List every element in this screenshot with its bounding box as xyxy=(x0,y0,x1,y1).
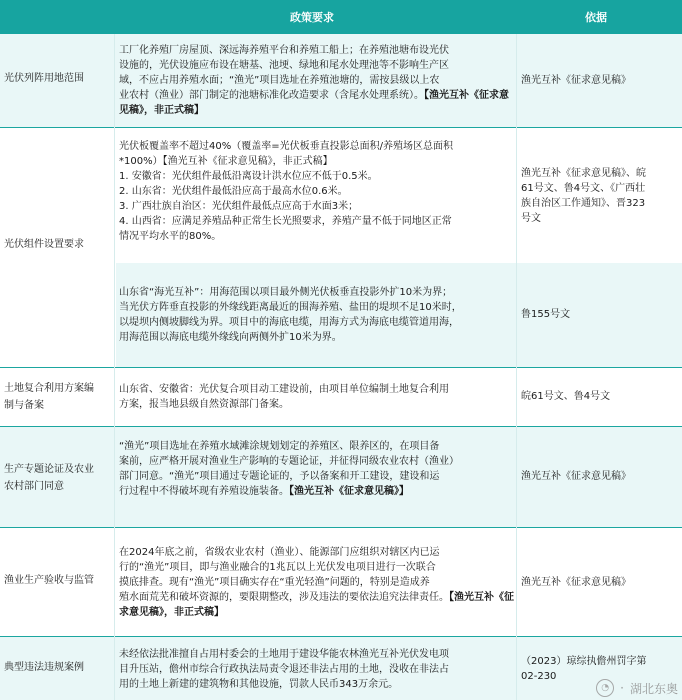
table-row xyxy=(0,368,682,426)
column-separator xyxy=(516,34,517,700)
row-policy-a: 光伏板覆盖率不超过40%（覆盖率=光伏板垂直投影总面积/养殖场区总面积 *100%）【渔光互补《征求意见稿》，非正式稿】 1. 安徽省：光伏组件最低沿离设计洪水位应不低于0.5米。 2. 山东省：光伏组件最低沿应高于最高水位0.6米。 3. 广西壮族自治区：光伏组件最低点应高于水面3米； 4. 山西省：应满足养殖品种正常生长光照要求，养殖产量不低于同地区正常 情况平均水平的80%。 xyxy=(119,141,453,242)
policy-source-tag: 【渔光互补《征求意见稿》，非正式稿】 xyxy=(119,592,514,618)
row-policy: 山东省、安徽省：光伏复合项目动工建设前，由项目单位编制土地复合利用 方案，报当地县级自然资源部门备案。 xyxy=(119,384,449,410)
row-basis-a: 渔光互补《征求意见稿》、皖 61号文、鲁4号文、《广西壮 族自治区工作通知》、晋323 号文 xyxy=(521,168,646,224)
row-policy xyxy=(119,545,514,620)
policy-text: 在2024年底之前，省级农业农村（渔业）、能源部门应组织对辖区内已运 行的“渔光”项目，即与渔业融合的1兆瓦以上光伏发电项目进行一次联合 摸底排查。现有“渔光”项目确实存在“重光轻渔”问题的，特别是造成养 殖水面荒芜和破坏资源的，要限期整改，涉及违法的要依法追究法律责任。 xyxy=(119,547,449,603)
row-category: 生产专题论证及农业 农村部门同意 xyxy=(4,464,94,492)
table-row xyxy=(0,528,682,636)
row-policy xyxy=(119,43,514,118)
policy-text: “渔光”项目选址在养殖水域滩涂规划划定的养殖区、限养区的，在项目备 案前，应严格开展对渔业生产影响的专题论证，并征得同级农业农村（渔业） 部门同意。“渔光”项目通过专题论证的，予以备案和开工建设，建设和运 行过程中不得破坏现有养殖设施装备。 xyxy=(119,441,459,497)
header-basis: 依据 xyxy=(585,11,607,24)
policy-source-tag: 【渔光互补《征求意见稿》】 xyxy=(289,486,409,497)
row-basis: 渔光互补《征求意见稿》 xyxy=(521,577,631,588)
row-basis: 渔光互补《征求意见稿》 xyxy=(521,471,631,482)
policy-source-tag: 【渔光互补《征求意见稿》，非正式稿】 xyxy=(119,90,509,116)
header-policy: 政策要求 xyxy=(290,11,334,24)
watermark xyxy=(596,678,678,698)
row-category: 光伏组件设置要求 xyxy=(4,239,84,250)
row-basis: 渔光互补《征求意见稿》 xyxy=(521,75,631,86)
wechat-icon: ◔ xyxy=(596,679,614,697)
table-row xyxy=(0,427,682,527)
row-category: 渔业生产验收与监管 xyxy=(4,575,94,586)
row-category: 土地复合利用方案编 制与备案 xyxy=(4,383,94,411)
row-policy: 未经依法批准擅自占用村委会的土地用于建设华能农林渔光互补光伏发电项 目升压站，儋州市综合行政执法局责令退还非法占用的土地，没收在非法占 用的土地上新建的建筑物和其他设施，罚款人民币343万余元。 xyxy=(119,649,449,690)
row-basis: 皖61号文、鲁4号文 xyxy=(521,391,611,402)
table-row xyxy=(0,34,682,127)
policy-text: 工厂化养殖厂房屋顶、深远海养殖平台和养殖工船上；在养殖池塘布设光伏 设施的，光伏设施应布设在塘基、池埂、绿地和尾水处理池等不影响生产区 域，不应占用养殖水面；“渔光”项目选址在养殖池塘的，需按县级以上农 业农村（渔业）部门制定的池塘标准化改造要求（含尾水处理系统）。 xyxy=(119,45,449,101)
row-policy-b: 山东省“海光互补”：用海范围以项目最外侧光伏板垂直投影外扩10米为界； 当光伏方阵垂直投影的外缘线距离最近的围海养殖、盐田的堤坝不足10米时， 以堤坝内侧坡脚线为界。项目中的海底电缆，用海方式为海底电缆管道用海， 用海范围以海底电缆外缘线向两侧外扩10米为界。 xyxy=(119,287,462,343)
row-basis: （2023）琼综执儋州罚字第 02-230 xyxy=(521,656,647,682)
watermark-text: 湖北东奥 xyxy=(629,681,678,696)
row-basis-b: 鲁155号文 xyxy=(521,309,571,320)
row-policy xyxy=(119,439,514,499)
watermark-dot: · xyxy=(620,681,624,695)
column-separator xyxy=(114,34,115,700)
table-subrow xyxy=(116,263,682,367)
table-row xyxy=(0,637,682,700)
row-category: 光伏列阵用地范围 xyxy=(4,73,84,84)
table-header xyxy=(0,0,682,34)
row-category: 典型违法违规案例 xyxy=(4,662,84,673)
